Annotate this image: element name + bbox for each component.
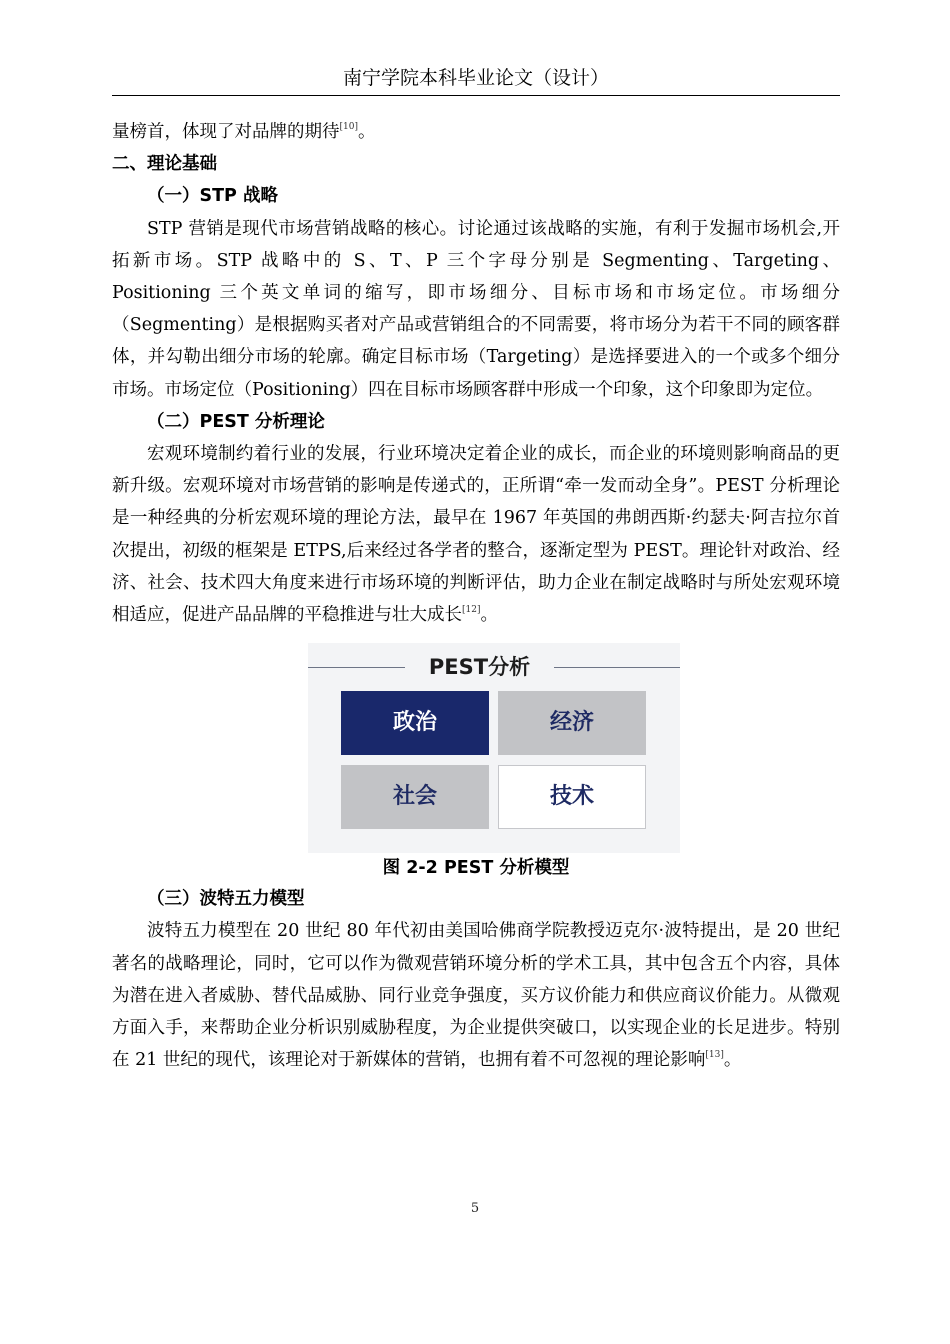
citation-13: [13] bbox=[705, 1050, 724, 1061]
paragraph-pest-end: 。 bbox=[480, 605, 498, 626]
figure-title: PEST分析 bbox=[428, 655, 531, 680]
figure-caption: 图 2-2 PEST 分析模型 bbox=[382, 858, 570, 879]
intro-end: 。 bbox=[357, 122, 376, 142]
figure-rule-right bbox=[554, 667, 680, 668]
pest-box-society: 社会 bbox=[341, 765, 489, 829]
paragraph-pest-text: 宏观环境制约着行业的发展，行业环境决定着企业的成长，而企业的环境则影响商品的更新升级。宏观环境对市场营销的影响是传递式的，正所谓“牵一发而动全身”。PEST 分析理论是一种经典的分析宏观环境的理论方法，最早在 1967 年英国的弗朗西斯·约瑟夫·阿吉拉尔首次提出，初级的框架是 ETPS,后来经过各学者的整合，逐渐定型为 PEST。理论针对政治、经济、社会、技术四大角度来进行市场环境的判断评估，助力企业在制定战略时与所处宏观环境相适应，促进产品品牌的平稳推进与壮大成长 bbox=[112, 444, 840, 626]
intro-text: 量榜首，体现了对品牌的期待 bbox=[112, 122, 340, 142]
subheading-stp: （一）STP 战略 bbox=[147, 186, 278, 207]
page-number: 5 bbox=[470, 1201, 480, 1216]
pest-box-technology: 技术 bbox=[498, 765, 646, 829]
paragraph-porter-end: 。 bbox=[723, 1050, 742, 1071]
paragraph-pest bbox=[112, 438, 840, 631]
body-content bbox=[112, 116, 840, 1076]
paragraph-porter bbox=[112, 915, 840, 1076]
pest-box-politics: 政治 bbox=[341, 691, 489, 755]
citation-12: [12] bbox=[462, 605, 481, 616]
citation-10: [10] bbox=[339, 122, 358, 132]
header-rule bbox=[112, 95, 840, 96]
subheading-porter: （三）波特五力模型 bbox=[147, 889, 305, 910]
subheading-pest: （二）PEST 分析理论 bbox=[147, 411, 325, 432]
page-header-title: 南宁学院本科毕业论文（设计） bbox=[342, 67, 609, 89]
intro-line bbox=[112, 116, 840, 148]
paragraph-porter-text: 波特五力模型在 20 世纪 80 年代初由美国哈佛商学院教授迈克尔·波特提出，是 20 世纪著名的战略理论，同时，它可以作为微观营销环境分析的学术工具，其中包含五个内容，具体为潜在进入者威胁、替代品威胁、同行业竞争强度，买方议价能力和供应商议价能力。从微观方面入手，来帮助企业分析识别威胁程度，为企业提供突破口，以实现企业的长足进步。特别在 21 世纪的现代，该理论对于新媒体的营销，也拥有着不可忽视的理论影响 bbox=[112, 921, 840, 1071]
pest-box-economy: 经济 bbox=[498, 691, 646, 755]
figure-rule-left bbox=[308, 667, 405, 668]
pest-figure bbox=[308, 643, 680, 853]
section-heading-theory: 二、理论基础 bbox=[112, 154, 217, 175]
paragraph-stp: STP 营销是现代市场营销战略的核心。讨论通过该战略的实施，有利于发掘市场机会,开拓新市场。STP 战略中的 S、T、P 三个字母分别是 Segmenting、Targeting、Positioning 三个英文单词的缩写，即市场细分、目标市场和市场定位。市场细分（Segmenting）是根据购买者对产品或营销组合的不同需要，将市场分为若干不同的顾客群体，并勾勒出细分市场的轮廓。确定目标市场（Targeting）是选择要进入的一个或多个细分市场。市场定位（Positioning）四在目标市场顾客群中形成一个印象，这个印象即为定位。 bbox=[112, 218, 840, 400]
